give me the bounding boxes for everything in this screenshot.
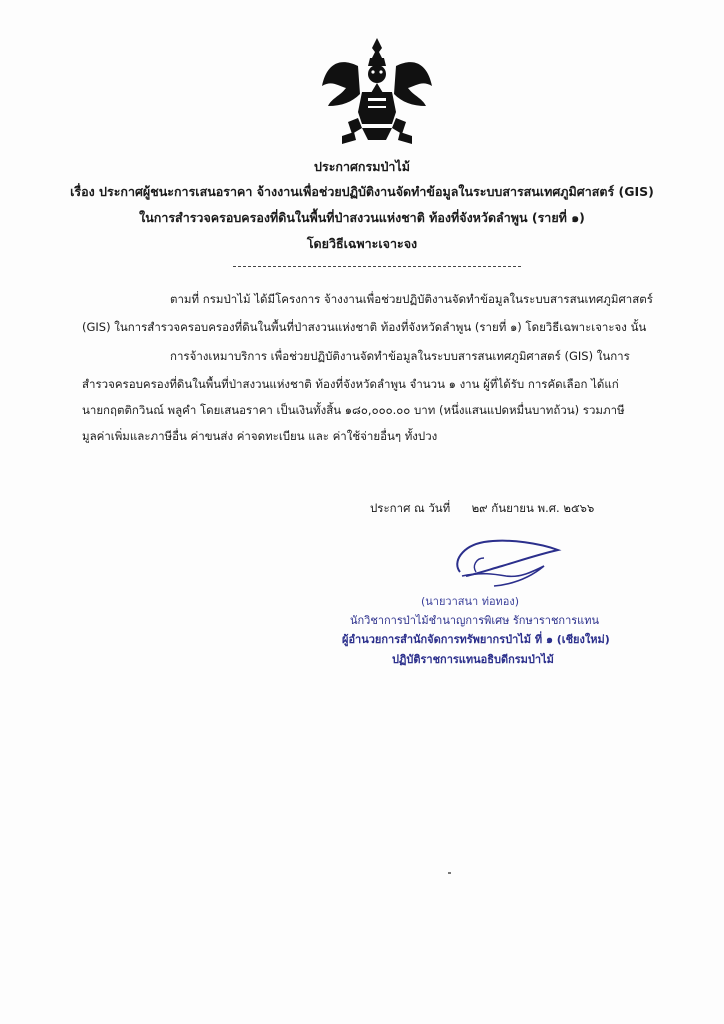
divider-line bbox=[233, 266, 521, 267]
subject-line-2: ในการสำรวจครอบครองที่ดินในพื้นที่ป่าสงวนแห่งชาติ ท้องที่จังหวัดลำพูน (รายที่ ๑) bbox=[139, 210, 585, 225]
body-line-2: (GIS) ในการสำรวจครอบครองที่ดินในพื้นที่ป่าสงวนแห่งชาติ ท้องที่จังหวัดลำพูน (รายที่ ๑) โดยวิธีเฉพาะเจาะจง นั้น bbox=[82, 320, 647, 334]
body-line-4: สำรวจครอบครองที่ดินในพื้นที่ป่าสงวนแห่งชาติ ท้องที่จังหวัดลำพูน จำนวน ๑ งาน ผู้ที่ได้รับ การคัดเลือก ได้แก่ bbox=[82, 377, 619, 391]
signatory-title-1: นักวิชาการป่าไม้ชำนาญการพิเศษ รักษาราชการแทน bbox=[350, 614, 600, 627]
date-prefix: ประกาศ ณ วันที่ bbox=[370, 501, 451, 515]
handwritten-signature bbox=[432, 532, 562, 592]
announcement-date bbox=[370, 500, 594, 518]
body-line-5: นายกฤตติกวินณ์ พลูคำ โดยเสนอราคา เป็นเงินทั้งสิ้น ๑๘๐,๐๐๐.๐๐ บาท (หนึ่งแสนแปดหมื่นบาทถ้วน) รวมภาษี bbox=[82, 403, 625, 417]
body-line-1: ตามที่ กรมป่าไม้ ได้มีโครงการ จ้างงานเพื่อช่วยปฏิบัติงานจัดทำข้อมูลในระบบสารสนเทศภูมิศาสตร์ bbox=[170, 292, 653, 306]
subject-line-1: เรื่อง ประกาศผู้ชนะการเสนอราคา จ้างงานเพื่อช่วยปฏิบัติงานจัดทำข้อมูลในระบบสารสนเทศภูมิศาสตร์ (GIS) bbox=[70, 184, 654, 199]
body-line-6: มูลค่าเพิ่มและภาษีอื่น ค่าขนส่ง ค่าจดทะเบียน และ ค่าใช้จ่ายอื่นๆ ทั้งปวง bbox=[82, 429, 438, 443]
date-day: ๒๙ bbox=[471, 501, 488, 515]
subject-line-3: โดยวิธีเฉพาะเจาะจง bbox=[306, 236, 418, 251]
signatory-name: (นายวาสนา ท่อทอง) bbox=[421, 595, 520, 608]
garuda-emblem-icon bbox=[318, 36, 436, 146]
body-line-3: การจ้างเหมาบริการ เพื่อช่วยปฏิบัติงานจัดทำข้อมูลในระบบสารสนเทศภูมิศาสตร์ (GIS) ในการ bbox=[170, 349, 630, 363]
agency-heading: ประกาศกรมป่าไม้ bbox=[314, 159, 410, 174]
signatory-title-2: ผู้อำนวยการสำนักจัดการทรัพยากรป่าไม้ ที่ ๑ (เชียงใหม่) bbox=[342, 633, 610, 646]
date-month-year: กันยายน พ.ศ. ๒๕๖๖ bbox=[491, 501, 595, 515]
speck bbox=[448, 872, 451, 874]
signatory-title-3: ปฏิบัติราชการแทนอธิบดีกรมป่าไม้ bbox=[392, 653, 554, 666]
